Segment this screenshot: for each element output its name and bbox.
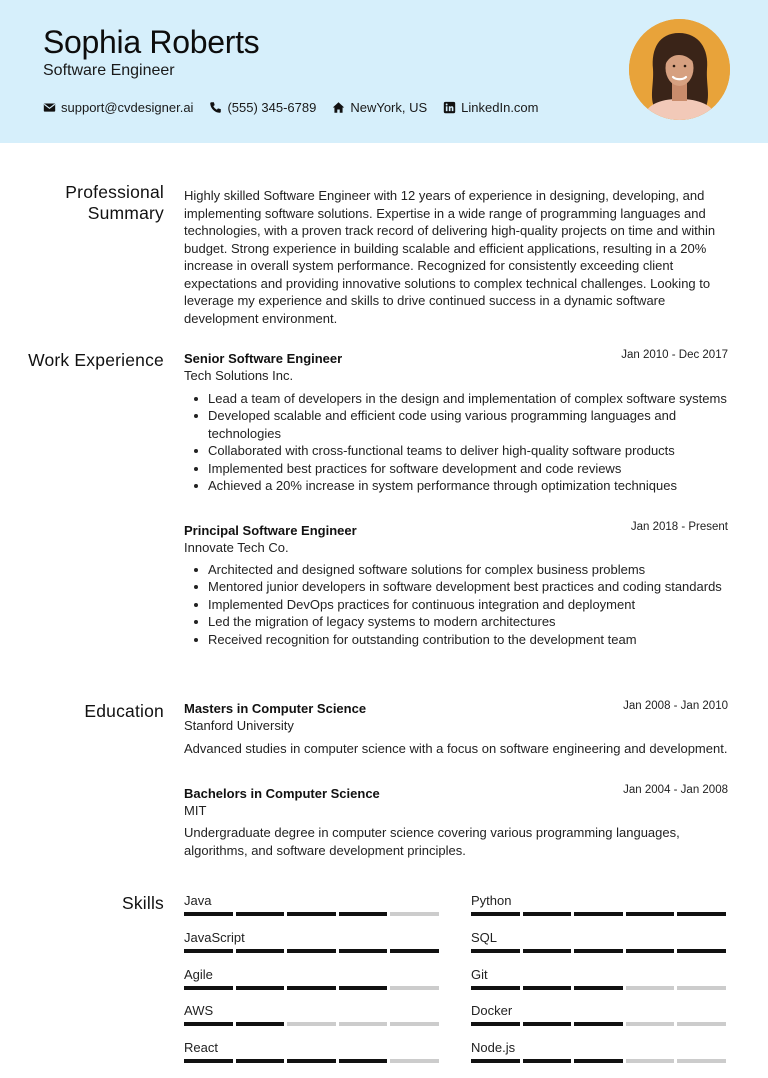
bullet-item: Lead a team of developers in the design and implementation of complex software systems [184, 390, 732, 407]
bullet-item: Developed scalable and efficient code using various programming languages and technologies [184, 407, 732, 442]
skill-level-segment-filled [184, 986, 233, 990]
skill-level-segment-empty [287, 1022, 336, 1026]
skill-level-segment-filled [184, 912, 233, 916]
skill-level-segment-empty [626, 1022, 675, 1026]
section-title-summary: Professional Summary [65, 182, 164, 223]
skill-level-segment-filled [339, 949, 388, 953]
skill-item [184, 893, 442, 916]
school-name: Stanford University [184, 718, 294, 733]
phone-icon [209, 101, 222, 114]
job-bullets [184, 561, 732, 648]
email-text: support@cvdesigner.ai [61, 100, 194, 115]
skill-level-meter [184, 912, 442, 916]
contact-phone[interactable] [209, 100, 316, 115]
skill-level-segment-filled [287, 1059, 336, 1063]
skill-level-segment-filled [574, 912, 623, 916]
skill-level-segment-filled [339, 912, 388, 916]
skill-name: AWS [184, 1003, 214, 1019]
skill-level-meter [471, 986, 729, 990]
skill-item [471, 893, 729, 916]
bullet-item: Collaborated with cross-functional teams to deliver high-quality software products [184, 442, 732, 459]
contact-bar [43, 100, 555, 115]
skill-name: Python [471, 893, 512, 908]
skill-level-segment-filled [184, 1022, 233, 1026]
skill-level-segment-empty [677, 1059, 726, 1063]
skill-level-segment-empty [390, 986, 439, 990]
skill-item [184, 930, 442, 953]
bullet-item: Mentored junior developers in software development best practices and coding standards [184, 578, 732, 595]
skill-name: Docker [471, 1003, 513, 1019]
candidate-title: Software Engineer [43, 62, 175, 79]
skill-level-meter [471, 1022, 729, 1026]
skill-level-meter [184, 1059, 442, 1063]
skill-item [471, 930, 729, 953]
skill-item [471, 967, 729, 990]
degree-title: Bachelors in Computer Science [184, 786, 380, 801]
job-date: Jan 2010 - Dec 2017 [621, 349, 728, 361]
skill-level-segment-empty [677, 986, 726, 990]
skill-level-meter [471, 1059, 729, 1063]
skill-level-segment-filled [523, 949, 572, 953]
skill-level-segment-empty [390, 1059, 439, 1063]
skill-level-segment-filled [677, 912, 726, 916]
job-company: Tech Solutions Inc. [184, 368, 294, 383]
skill-level-segment-empty [390, 1022, 439, 1026]
skill-level-segment-filled [626, 949, 675, 953]
skill-name: JavaScript [184, 929, 245, 945]
skill-level-segment-filled [236, 986, 285, 990]
job-company: Innovate Tech Co. [184, 540, 289, 555]
skill-level-meter [184, 986, 442, 990]
contact-email[interactable] [43, 100, 193, 115]
skill-level-segment-filled [574, 949, 623, 953]
skill-level-segment-empty [626, 986, 675, 990]
skill-level-segment-empty [626, 1059, 675, 1063]
skill-item [184, 967, 442, 990]
job-bullets [184, 390, 732, 494]
contact-location[interactable] [332, 100, 427, 115]
skill-level-segment-filled [523, 986, 572, 990]
skill-level-segment-empty [677, 1022, 726, 1026]
linkedin-text: LinkedIn.com [461, 100, 539, 115]
skill-level-segment-filled [574, 1059, 623, 1063]
skill-level-segment-filled [471, 912, 520, 916]
skill-level-meter [184, 949, 442, 953]
skill-name: React [184, 1040, 218, 1056]
portrait-illustration [629, 19, 730, 120]
skill-level-segment-filled [287, 986, 336, 990]
skill-level-segment-empty [390, 912, 439, 916]
candidate-name: Sophia Roberts [43, 24, 260, 60]
skill-level-segment-filled [184, 949, 233, 953]
skill-item [471, 1040, 729, 1063]
job-title: Principal Software Engineer [184, 523, 357, 538]
skill-level-segment-filled [677, 949, 726, 953]
section-title-education: Education [84, 701, 164, 721]
skill-item [471, 1003, 729, 1026]
skill-level-segment-empty [339, 1022, 388, 1026]
skill-level-segment-filled [471, 949, 520, 953]
skill-name: Agile [184, 966, 213, 982]
skill-level-segment-filled [287, 912, 336, 916]
skill-level-segment-filled [471, 1022, 520, 1026]
home-icon [332, 101, 345, 114]
skill-name: Node.js [471, 1040, 516, 1056]
skill-level-segment-filled [390, 949, 439, 953]
location-text: NewYork, US [350, 100, 428, 115]
summary-text: Highly skilled Software Engineer with 12 years of experience in designing, developing, and implementing software solutions. Expertise in a wide range of programming languages and technologies, with a proven track record of delivering high-quality projects on time and within budget. Strong experience in building scalable and efficient applications, resulting in a 20% increase in overall system performance. Recognized for consistently exceeding client expectations and providing innovative solutions to complex technical challenges. Looking to leverage my experience and skills to drive continued success in a dynamic software development environment. [184, 188, 716, 326]
school-name: MIT [184, 803, 207, 818]
skill-name: Git [471, 966, 488, 982]
section-title-work: Work Experience [28, 350, 164, 370]
skill-level-segment-filled [339, 986, 388, 990]
education-date: Jan 2004 - Jan 2008 [623, 784, 728, 796]
bullet-item: Achieved a 20% increase in system performance through optimization techniques [184, 477, 732, 494]
skill-item [184, 1003, 442, 1026]
education-description: Undergraduate degree in computer science covering various programming languages, algorithms, and software development principles. [184, 825, 680, 858]
skill-level-meter [471, 912, 729, 916]
header-band [0, 0, 768, 143]
job-title: Senior Software Engineer [184, 351, 343, 366]
skill-level-segment-filled [184, 1059, 233, 1063]
skill-level-segment-filled [471, 1059, 520, 1063]
skill-level-segment-filled [287, 949, 336, 953]
profile-photo [629, 19, 730, 120]
bullet-item: Architected and designed software solutions for complex business problems [184, 561, 732, 578]
education-description: Advanced studies in computer science with a focus on software engineering and development. [184, 741, 728, 756]
bullet-item: Implemented DevOps practices for continuous integration and deployment [184, 596, 732, 613]
bullet-item: Implemented best practices for software development and code reviews [184, 460, 732, 477]
bullet-item: Received recognition for outstanding contribution to the development team [184, 631, 732, 648]
phone-text: (555) 345-6789 [227, 100, 317, 115]
skill-level-segment-filled [339, 1059, 388, 1063]
skill-level-segment-filled [574, 986, 623, 990]
skill-level-segment-filled [626, 912, 675, 916]
contact-linkedin[interactable] [443, 100, 538, 115]
envelope-icon [43, 101, 56, 114]
skill-name: SQL [471, 929, 498, 945]
skill-level-meter [184, 1022, 442, 1026]
linkedin-icon [443, 101, 456, 114]
section-title-skills: Skills [121, 893, 164, 913]
education-date: Jan 2008 - Jan 2010 [623, 700, 728, 712]
skill-level-segment-filled [236, 912, 285, 916]
skill-name: Java [184, 893, 212, 908]
job-date: Jan 2018 - Present [630, 521, 728, 533]
bullet-item: Led the migration of legacy systems to modern architectures [184, 613, 732, 630]
skill-level-segment-filled [523, 1059, 572, 1063]
skill-level-segment-filled [523, 912, 572, 916]
degree-title: Masters in Computer Science [184, 701, 367, 716]
skill-level-segment-filled [236, 1059, 285, 1063]
skill-level-segment-filled [236, 1022, 285, 1026]
skill-level-segment-filled [523, 1022, 572, 1026]
skill-item [184, 1040, 442, 1063]
skill-level-segment-filled [574, 1022, 623, 1026]
skill-level-segment-filled [236, 949, 285, 953]
skill-level-segment-filled [471, 986, 520, 990]
skill-level-meter [471, 949, 729, 953]
